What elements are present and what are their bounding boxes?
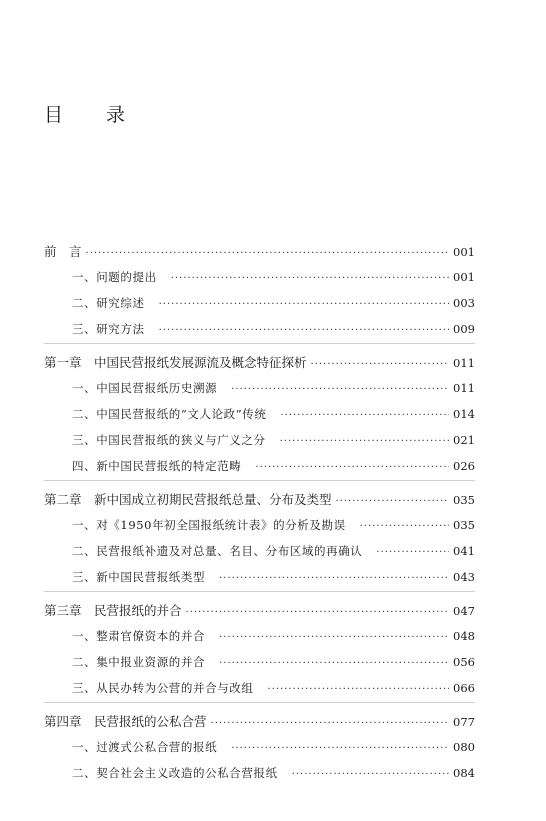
leader-dots <box>255 457 449 477</box>
toc-entry-section[interactable] <box>44 405 475 424</box>
toc-entry-label: 三、研究方法 <box>72 322 145 336</box>
leader-dots <box>186 601 449 622</box>
toc-page-number: 011 <box>453 356 475 370</box>
toc-entry-section[interactable] <box>44 542 475 561</box>
leader-dots <box>219 568 449 588</box>
leader-dots <box>376 542 449 562</box>
toc-entry-section[interactable] <box>44 294 475 313</box>
leader-dots <box>280 431 449 451</box>
toc-entry-label: 二、集中报业资源的并合 <box>72 655 206 669</box>
toc-entry-section[interactable] <box>44 457 475 476</box>
toc-entry-label: 第二章 新中国成立初期民营报纸总量、分布及类型 <box>44 492 332 507</box>
toc-page-number: 080 <box>453 740 475 754</box>
leader-dots <box>86 242 449 263</box>
toc-entry-label: 三、从民办转为公营的并合与改组 <box>72 681 254 695</box>
toc-entry-label: 二、契合社会主义改造的公私合营报纸 <box>72 766 278 780</box>
toc-entry-section[interactable] <box>44 568 475 587</box>
toc-entry-label: 第一章 中国民营报纸发展源流及概念特征探析 <box>44 355 307 370</box>
leader-dots <box>360 516 449 536</box>
toc-entry-section[interactable] <box>44 516 475 535</box>
toc-page-number: 056 <box>453 655 475 669</box>
table-of-contents <box>44 242 475 783</box>
toc-page-number: 035 <box>453 493 475 507</box>
toc-entry-section[interactable] <box>44 653 475 672</box>
toc-page-number: 001 <box>453 245 475 259</box>
toc-page-number: 084 <box>453 766 475 780</box>
leader-dots <box>219 653 449 673</box>
toc-page-number: 011 <box>453 381 475 395</box>
leader-dots <box>171 268 449 288</box>
leader-dots <box>231 738 449 758</box>
toc-page-number: 066 <box>453 681 475 695</box>
toc-page-number: 047 <box>453 604 475 618</box>
toc-entry-label: 一、问题的提出 <box>72 270 157 284</box>
toc-entry-section[interactable] <box>44 764 475 783</box>
toc-entry-label: 一、对《1950年初全国报纸统计表》的分析及勘误 <box>72 518 346 532</box>
leader-dots <box>219 627 449 647</box>
toc-entry-label: 前 言 <box>44 244 82 259</box>
toc-page-number: 048 <box>453 629 475 643</box>
toc-page-number: 077 <box>453 715 475 729</box>
leader-dots <box>159 320 449 340</box>
toc-page-number: 043 <box>453 570 475 584</box>
toc-entry-section[interactable] <box>44 431 475 450</box>
toc-entry-label: 三、新中国民营报纸类型 <box>72 570 206 584</box>
page-title: 目 录 <box>44 104 138 126</box>
toc-entry-label: 四、新中国民营报纸的特定范畴 <box>72 459 242 473</box>
toc-entry-label: 第三章 民营报纸的并合 <box>44 603 182 618</box>
toc-entry-section[interactable] <box>44 379 475 398</box>
toc-entry-label: 一、过渡式公私合营的报纸 <box>72 740 218 754</box>
toc-entry-label: 三、中国民营报纸的狭义与广义之分 <box>72 433 266 447</box>
toc-entry-preface[interactable] <box>44 242 475 261</box>
toc-page-number: 026 <box>453 459 475 473</box>
toc-entry-section[interactable] <box>44 268 475 287</box>
toc-page-number: 003 <box>453 296 475 310</box>
toc-page-number: 009 <box>453 322 475 336</box>
toc-entry-label: 第四章 民营报纸的公私合营 <box>44 714 207 729</box>
leader-dots <box>231 379 449 399</box>
toc-entry-label: 一、中国民营报纸历史溯源 <box>72 381 218 395</box>
toc-entry-section[interactable] <box>44 738 475 757</box>
leader-dots <box>311 353 449 374</box>
toc-entry-label: 二、研究综述 <box>72 296 145 310</box>
toc-entry-label: 二、中国民营报纸的“文人论政”传统 <box>72 407 267 421</box>
toc-entry-chapter-2[interactable] <box>44 490 475 509</box>
toc-entry-chapter-1[interactable] <box>44 353 475 372</box>
toc-entry-section[interactable] <box>44 679 475 698</box>
leader-dots <box>268 679 450 699</box>
toc-entry-label: 一、整肃官僚资本的并合 <box>72 629 206 643</box>
leader-dots <box>280 405 449 425</box>
toc-entry-section[interactable] <box>44 320 475 339</box>
toc-entry-chapter-4[interactable] <box>44 712 475 731</box>
toc-entry-label: 二、民营报纸补遗及对总量、名目、分布区域的再确认 <box>72 544 363 558</box>
toc-page-number: 041 <box>453 544 475 558</box>
toc-entry-section[interactable] <box>44 627 475 646</box>
toc-page-number: 035 <box>453 518 475 532</box>
toc-page-number: 001 <box>453 270 475 284</box>
toc-page-number: 021 <box>453 433 475 447</box>
toc-entry-chapter-3[interactable] <box>44 601 475 620</box>
toc-page-number: 014 <box>453 407 475 421</box>
leader-dots <box>292 764 449 784</box>
leader-dots <box>336 490 449 511</box>
leader-dots <box>159 294 449 314</box>
leader-dots <box>211 712 449 733</box>
